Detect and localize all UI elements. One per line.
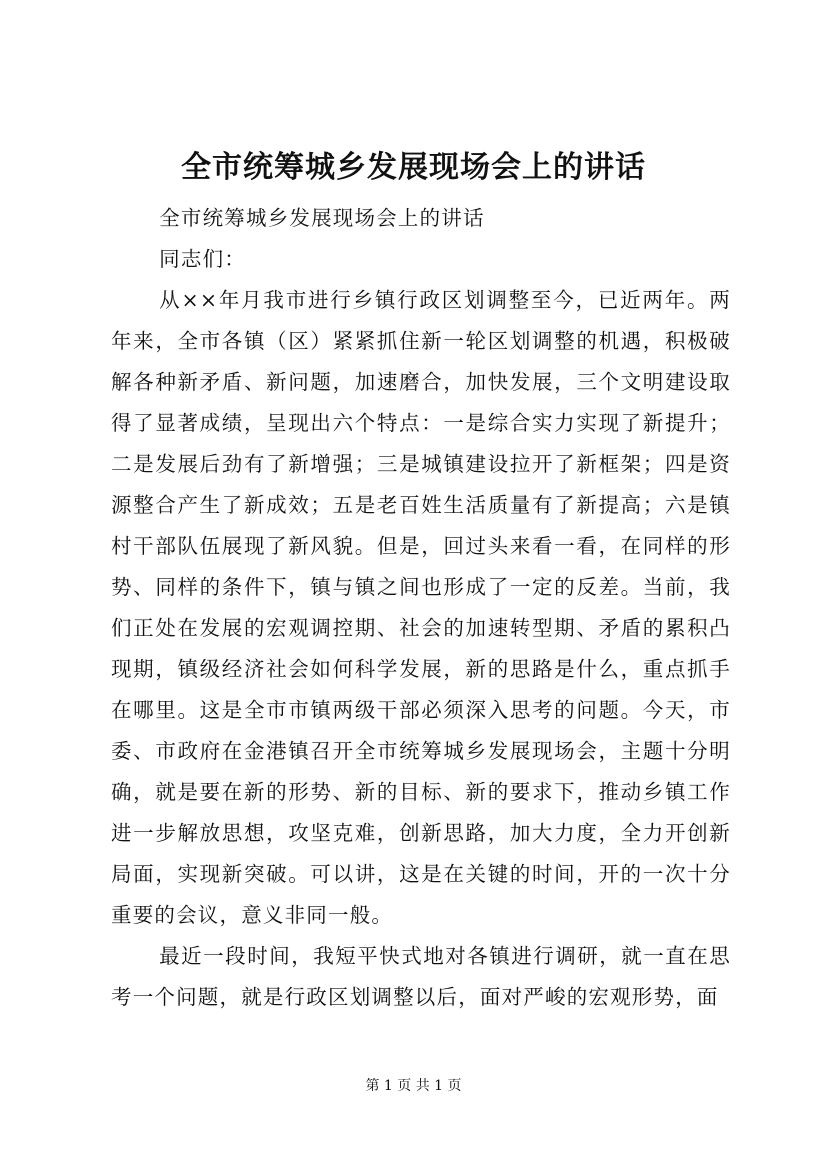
paragraph-salutation: 同志们：: [159, 247, 246, 271]
document-body: [111, 198, 731, 1018]
page-footer: 第 1 页 共 1 页: [365, 1078, 462, 1094]
paragraph-main: 从××年月我市进行乡镇行政区划调整至今，已近两年。两年来，全市各镇（区）紧紧抓住新一轮区划调整的机遇，积极破解各种新矛盾、新问题，加速磨合，加快发展，三个文明建设取得了显著成绩，呈现出六个特点：一是综合实力实现了新提升；二是发展后劲有了新增强；三是城镇建设拉开了新框架；四是资源整合产生了新成效；五是老百姓生活质量有了新提高；六是镇村干部队伍展现了新风貌。但是，回过头来看一看，在同样的形势、同样的条件下，镇与镇之间也形成了一定的反差。当前，我们正处在发展的宏观调控期、社会的加速转型期、矛盾的累积凸现期，镇级经济社会如何科学发展，新的思路是什么，重点抓手在哪里。这是全市市镇两级干部必须深入思考的问题。今天，市委、市政府在金港镇召开全市统筹城乡发展现场会，主题十分明确，就是要在新的形势、新的目标、新的要求下，推动乡镇工作进一步解放思想，攻坚克难，创新思路，加大力度，全力开创新局面，实现新突破。可以讲，这是在关键的时间，开的一次十分重要的会议，意义非同一般。: [111, 288, 731, 927]
paragraph-subtitle: 全市统筹城乡发展现场会上的讲话: [159, 206, 485, 230]
paragraph-continuation: 最近一段时间，我短平快式地对各镇进行调研，就一直在思考一个问题，就是行政区划调整以后，面对严峻的宏观形势，面: [111, 944, 731, 1009]
document-title: 全市统筹城乡发展现场会上的讲话: [181, 150, 646, 185]
